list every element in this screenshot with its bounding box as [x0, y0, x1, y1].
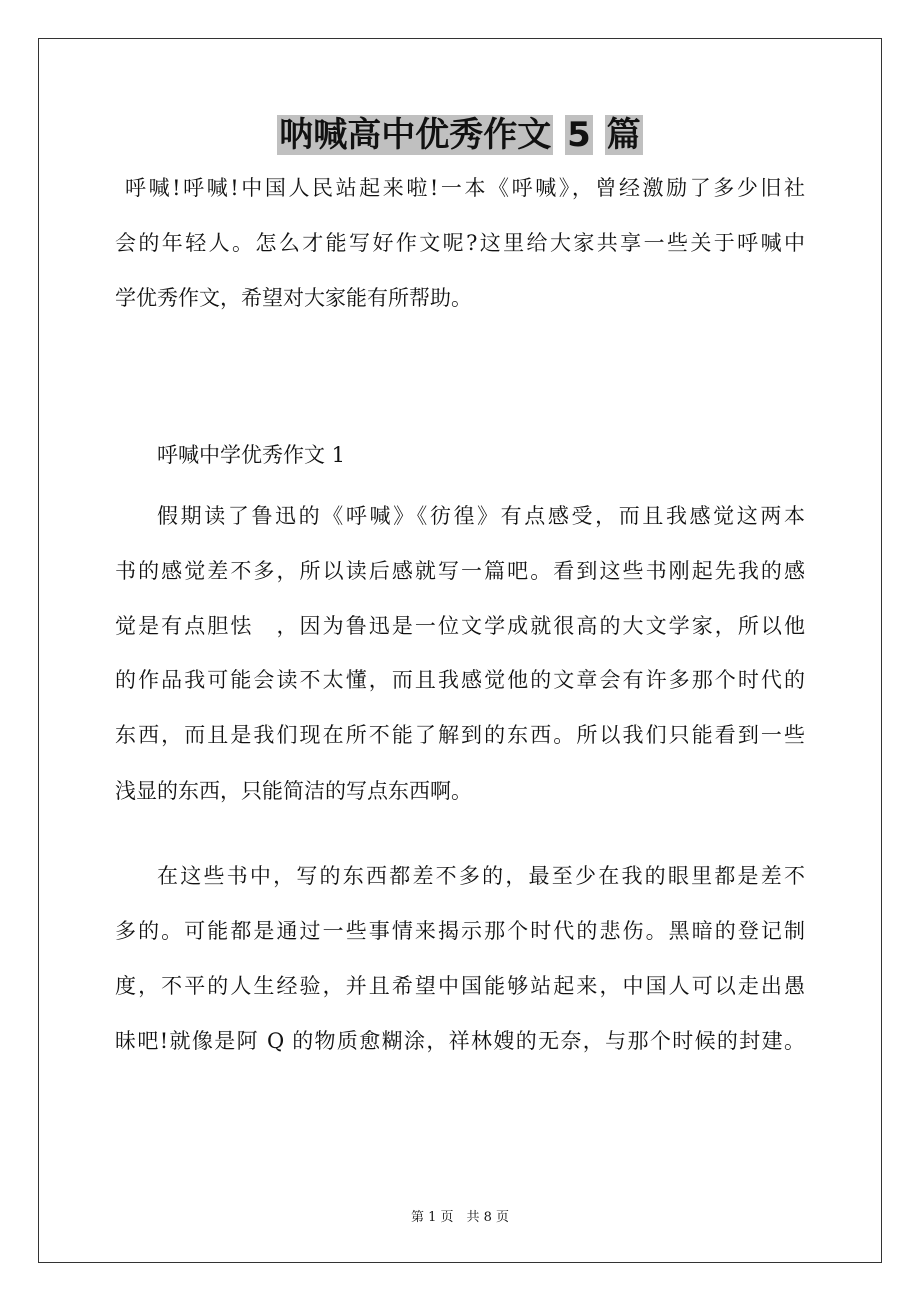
paragraph-line: 觉是有点胆怯 ，因为鲁迅是一位文学成就很高的大文学家，所以他 [115, 614, 805, 638]
paragraph-line: 东西，而且是我们现在所不能了解到的东西。所以我们只能看到一些 [115, 723, 805, 747]
title-main: 呐喊高中优秀作文 [279, 115, 552, 155]
paragraph-line: 度，不平的人生经验，并且希望中国能够站起来，中国人可以走出愚 [115, 974, 805, 998]
paragraph-line: 浅显的东西，只能简洁的写点东西啊。 [115, 779, 472, 803]
paragraph-line: 的作品我可能会读不太懂，而且我感觉他的文章会有许多那个时代的 [115, 668, 805, 692]
title-number: 5 [567, 115, 591, 155]
intro-line: 会的年轻人。怎么才能写好作文呢?这里给大家共享一些关于呼喊中 [115, 231, 805, 255]
paragraph-line: 昧吧!就像是阿 Q 的物质愈糊涂，祥林嫂的无奈，与那个时候的封建。 [115, 1029, 805, 1053]
paragraph-line: 在这些书中，写的东西都差不多的，最至少在我的眼里都是差不 [157, 864, 805, 888]
paragraph-line: 假期读了鲁迅的《呼喊》《彷徨》有点感受，而且我感觉这两本 [157, 504, 805, 528]
page-border [38, 38, 882, 1263]
document-title [0, 112, 920, 158]
title-suffix: 篇 [606, 115, 641, 155]
paragraph-line: 多的。可能都是通过一些事情来揭示那个时代的悲伤。黑暗的登记制 [115, 919, 805, 943]
section-heading: 呼喊中学优秀作文 1 [157, 443, 346, 467]
paragraph-line: 书的感觉差不多，所以读后感就写一篇吧。看到这些书刚起先我的感 [115, 559, 805, 583]
page-number: 第 1 页 共 8 页 [410, 1210, 510, 1225]
intro-line: 学优秀作文，希望对大家能有所帮助。 [115, 286, 472, 310]
intro-line: 呼喊!呼喊!中国人民站起来啦!一本《呼喊》，曾经激励了多少旧社 [125, 176, 805, 200]
